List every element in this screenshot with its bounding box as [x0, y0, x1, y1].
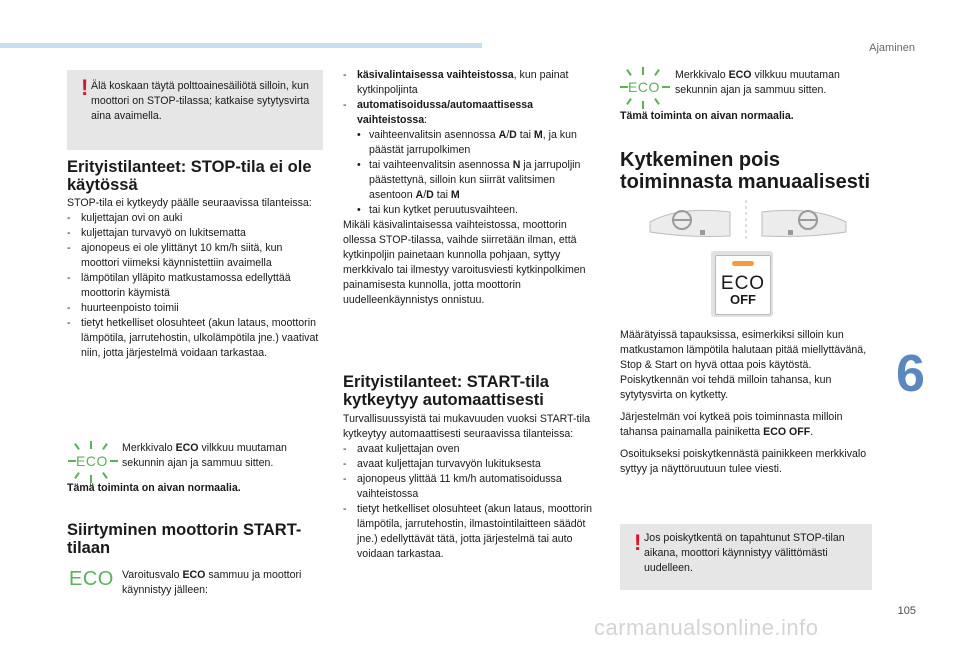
start-auto-body — [343, 412, 601, 562]
manual-paragraph: Poiskytkennän voi tehdä milloin tahansa, kun sytytysvirta on kytketty. — [620, 374, 832, 401]
eco-warning-icon: ECO — [69, 568, 114, 590]
eco-off-button-face — [715, 255, 771, 315]
normal-text: Tämä toiminta on aivan normaalia. — [67, 482, 241, 494]
bullet-item: • tai kun kytket peruutusvaihteen. — [343, 203, 601, 218]
manual-paragraph: Osoitukseksi poiskytkennästä painikkeen merkkivalo syttyy ja näyttöruutuun tulee viesti. — [620, 448, 867, 475]
dashboard-illustration — [648, 198, 848, 242]
header-bar — [0, 43, 482, 48]
list-item: - ajonopeus ei ole ylittänyt 10 km/h siitä, kun moottori viimeksi käynnistettiin avaimella — [67, 241, 323, 271]
heading-restart: Siirtyminen moottorin START-tilaan — [67, 521, 302, 557]
list-item: - avaat kuljettajan oven — [343, 442, 601, 457]
warning-icon: ! — [634, 530, 642, 555]
heading-stop-inactive: Erityistilanteet: STOP-tila ei ole käytössä — [67, 158, 312, 194]
gear-paragraph: Mikäli käsivalintaisessa vaihteistossa, moottorin ollessa STOP-tilassa, vaihde siirretään ilman, että kytkinpoljin painetaan kunnolla pohjaan, syttyy merkkivalo tai ilmestyy varoitusviesti kytkinpolkimen painamisesta kunnolla, jotta moottorin uudelleenkäynnistys onnistuu. — [343, 219, 586, 306]
steering-wheel-left-icon — [650, 210, 730, 236]
list-item: - lämpötilan ylläpito matkustamossa edellyttää moottorin käymistä — [67, 271, 323, 301]
list-item: - ajonopeus ylittää 11 km/h automatisoidussa vaihteistossa — [343, 472, 601, 502]
page-number: 105 — [897, 605, 916, 617]
list-item: - käsivalintaisessa vaihteistossa, kun painat kytkinpoljinta — [343, 68, 601, 98]
indicator-led — [732, 261, 754, 266]
heading-start-auto: Erityistilanteet: START-tila kytkeytyy automaattisesti — [343, 373, 549, 409]
warning-icon: ! — [81, 75, 89, 100]
list-item: - kuljettajan turvavyö on lukitsematta — [67, 226, 323, 241]
list-item: - tietyt hetkelliset olosuhteet (akun lataus, moottorin lämpötila, jarrutehostin, ilmastointilaitteen säädöt jne.) edellyttävät tätä, jotta järjestelmä tai auto voidaan tarkastaa. — [343, 502, 601, 562]
warning-box-restart — [620, 524, 872, 590]
list-item: - huurteenpoisto toimii — [67, 301, 323, 316]
list-item: - tietyt hetkelliset olosuhteet (akun lataus, moottorin lämpötila, jarrutehostin, ulkolämpötila jne.) vaativat niin, jotta järjestelmä voidaan tarkastaa. — [67, 316, 323, 361]
list-item: - automatisoidussa/automaattisessa vaihteistossa: — [343, 98, 601, 128]
manual-paragraph: Järjestelmän voi kytkeä pois toiminnasta milloin tahansa painamalla painiketta ECO OFF. — [620, 411, 843, 438]
eco-blink-text: Merkkivalo ECO vilkkuu muutaman sekunnin ajan ja sammuu sitten. — [675, 69, 840, 96]
bullet-item: • vaihteenvalitsin asennossa A/D tai M, ja kun päästät jarrupolkimen — [343, 128, 601, 158]
manual-paragraph: Määrätyissä tapauksissa, esimerkiksi silloin kun matkustamon lämpötila halutaan pitää miellyttävänä, Stop & Start on hyvä ottaa pois käytöstä. — [620, 329, 867, 371]
watermark: carmanualsonline.info — [594, 615, 819, 640]
eco-text: ECO — [76, 453, 108, 469]
steering-wheel-right-icon — [762, 210, 846, 236]
eco-text: ECO — [628, 79, 660, 95]
bullet-item: • tai vaihteenvalitsin asennossa N ja jarrupoljin päästettynä, silloin kun siirrät valitsimen asentoon A/D tai M — [343, 158, 601, 203]
stop-intro: STOP-tila ei kytkeydy päälle seuraavissa tilanteissa: — [67, 197, 312, 209]
warning-text: Älä koskaan täytä polttoainesäiliötä silloin, kun moottori on STOP-tilassa; katkaise sytytysvirta aina avaimella. — [91, 80, 310, 122]
start-intro: Turvallisuussyistä tai mukavuuden vuoksi START-tila kytkeytyy automaattisesti seuraavissa tilanteissa: — [343, 413, 591, 440]
restart-text: Varoitusvalo ECO sammuu ja moottori käynnistyy jälleen: — [122, 569, 302, 596]
section-title: Ajaminen — [869, 42, 915, 54]
eco-blinking-icon — [68, 441, 118, 483]
warning-text: Jos poiskytkentä on tapahtunut STOP-tilan aikana, moottori käynnistyy välittömästi uudelleen. — [644, 532, 845, 574]
eco-blink-text: Merkkivalo ECO vilkkuu muutaman sekunnin ajan ja sammuu sitten. — [122, 442, 287, 469]
normal-text: Tämä toiminta on aivan normaalia. — [620, 110, 794, 122]
heading-manual-off: Kytkeminen pois toiminnasta manuaalisesti — [620, 149, 871, 193]
chapter-number: 6 — [896, 345, 925, 403]
list-item: - kuljettajan ovi on auki — [67, 211, 323, 226]
list-item: - avaat kuljettajan turvavyön lukituksesta — [343, 457, 601, 472]
eco-off-button[interactable] — [711, 251, 773, 317]
gear-conditions — [343, 68, 601, 308]
off-label: OFF — [730, 292, 756, 307]
eco-blinking-icon — [620, 67, 670, 109]
manual-off-body — [620, 328, 876, 477]
eco-label: ECO — [720, 273, 766, 294]
stop-inactive-body — [67, 196, 323, 361]
warning-box-fuel — [67, 70, 323, 150]
